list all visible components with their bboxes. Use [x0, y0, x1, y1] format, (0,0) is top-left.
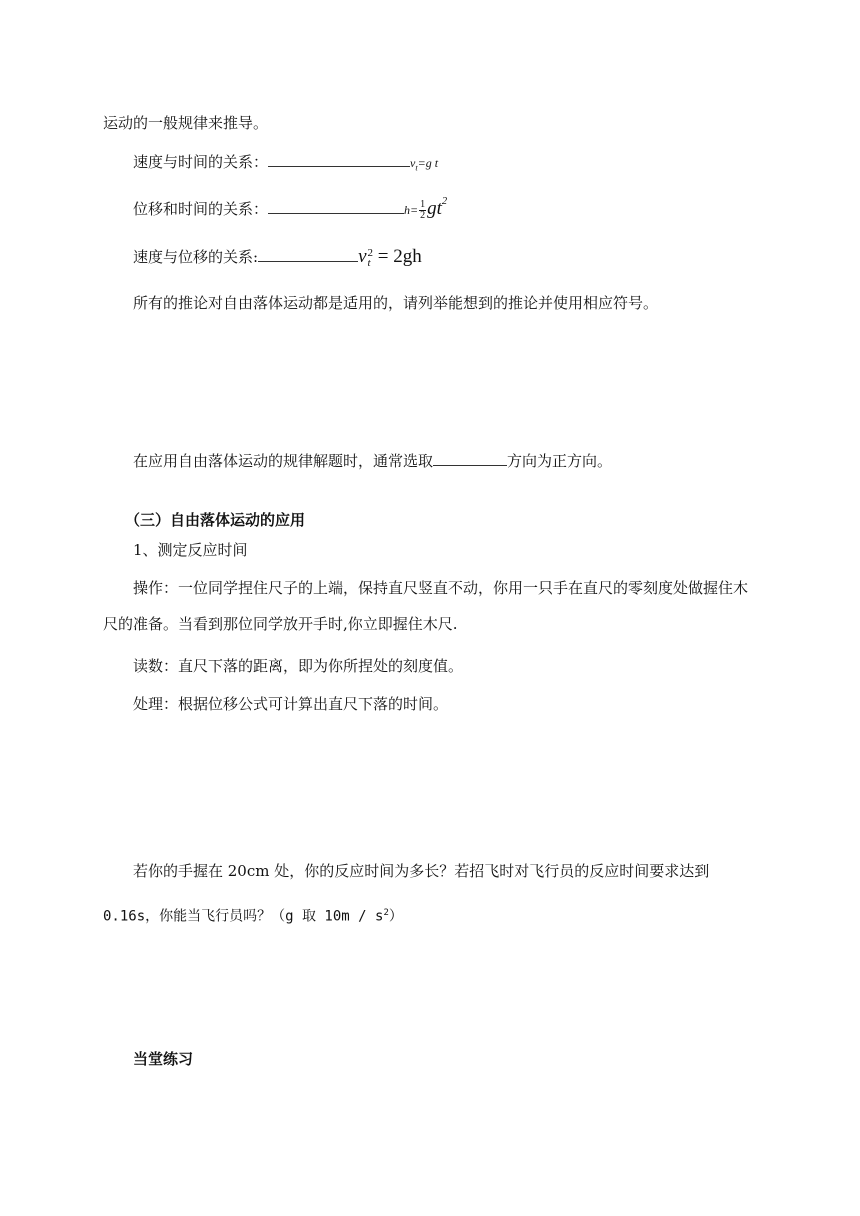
velocity-time-blank[interactable]: [268, 152, 410, 167]
displacement-time-blank[interactable]: [268, 199, 404, 214]
velocity-displacement-blank[interactable]: [258, 247, 358, 262]
velocity-displacement-label: 速度与位移的关系:: [133, 248, 259, 266]
operation-line-2: 尺的准备。当看到那位同学放开手时,你立即握住木尺.: [103, 615, 458, 633]
displacement-time-label: 位移和时间的关系：: [133, 200, 269, 218]
intro-tail-text: 运动的一般规律来推导。: [103, 114, 269, 132]
inference-prompt-text: 所有的推论对自由落体运动都是适用的，请列举能想到的推论并使用相应符号。: [133, 294, 659, 312]
velocity-time-formula: $v_t=g$ t: [410, 156, 439, 173]
question-line-1: 若你的手握在 20cm 处，你的反应时间为多长？若招飞时对飞行员的反应时间要求达到: [133, 862, 710, 880]
reading-text: 读数：直尺下落的距离，即为你所捏处的刻度值。: [133, 657, 464, 675]
section-heading: （三）自由落体运动的应用: [125, 511, 306, 529]
positive-direction-row: [133, 451, 612, 471]
item-1-heading: 1、测定反应时间: [133, 541, 248, 559]
displacement-time-row: [133, 196, 447, 221]
velocity-displacement-formula: v 2 t = 2gh: [358, 246, 422, 269]
operation-line-1: 操作：一位同学捏住尺子的上端，保持直尺竖直不动，你用一只手在直尺的零刻度处做握住木: [133, 579, 749, 597]
processing-text: 处理：根据位移公式可计算出直尺下落的时间。: [133, 695, 449, 713]
velocity-displacement-row: [133, 247, 422, 268]
practice-heading: 当堂练习: [133, 1050, 194, 1068]
positive-direction-before: 在应用自由落体运动的规律解题时，通常选取: [133, 452, 434, 470]
question-line-2: 0.16s，你能当飞行员吗？（g 取 $10m / s^2$）: [103, 908, 403, 925]
positive-direction-after: 方向为正方向。: [507, 452, 613, 470]
positive-direction-blank[interactable]: [433, 451, 507, 466]
displacement-time-formula: h= $\frac{1}{2}$ $gt^2$: [404, 196, 448, 222]
velocity-time-row: [133, 152, 438, 178]
velocity-time-label: 速度与时间的关系：: [133, 153, 269, 171]
